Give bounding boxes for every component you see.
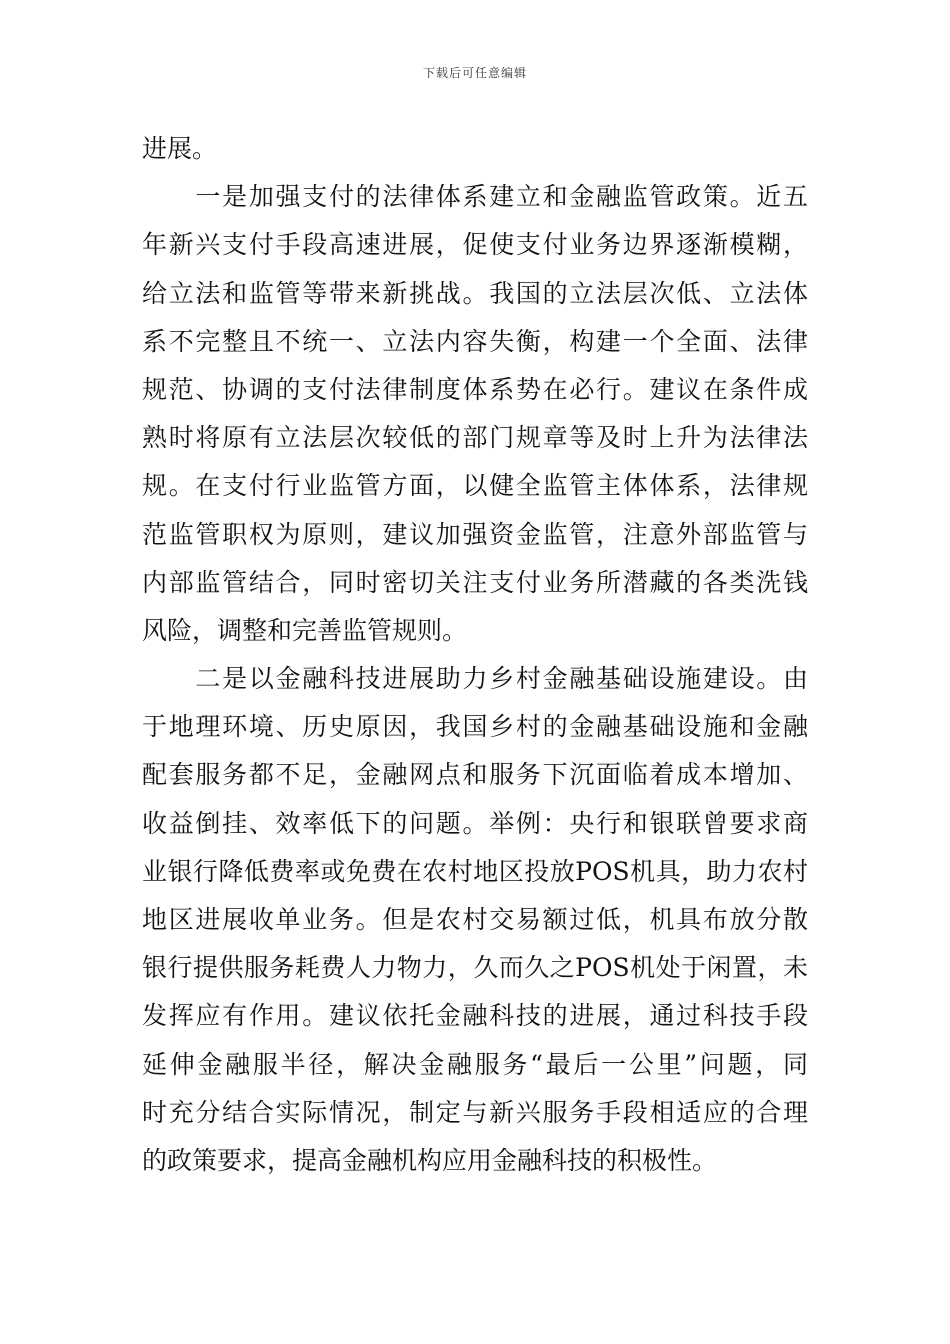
text-line: 范监管职权为原则，建议加强资金监管，注意外部监管与 [142, 519, 808, 549]
text-line: 给立法和监管等带来新挑战。我国的立法层次低、立法体 [142, 278, 808, 308]
text-line: 进展。 [142, 134, 218, 163]
text-line: 二是以金融科技进展助力乡村金融基础设施建设。由 [142, 664, 808, 694]
text-line: 年新兴支付手段高速进展，促使支付业务边界逐渐模糊， [142, 230, 808, 260]
text-line: 的政策要求，提高金融机构应用金融科技的积极性。 [142, 1145, 718, 1175]
text-line: 风险，调整和完善监管规则。 [142, 615, 468, 645]
text-line: 银行提供服务耗费人力物力，久而久之POS机处于闲置，未 [142, 953, 808, 983]
text-line: 一是加强支付的法律体系建立和金融监管政策。近五 [142, 182, 808, 212]
text-line: 收益倒挂、效率低下的问题。举例：央行和银联曾要求商 [142, 808, 808, 838]
text-line: 业银行降低费率或免费在农村地区投放POS机具，助力农村 [142, 856, 808, 886]
text-line: 延伸金融服半径，解决金融服务“最后一公里”问题，同 [142, 1049, 808, 1079]
text-line: 系不完整且不统一、立法内容失衡，构建一个全面、法律 [142, 326, 808, 356]
text-line: 配套服务都不足，金融网点和服务下沉面临着成本增加、 [142, 760, 808, 790]
text-line: 地区进展收单业务。但是农村交易额过低，机具布放分散 [142, 905, 808, 934]
page-header: 下载后可任意编辑 [422, 66, 527, 80]
body-text [142, 125, 808, 1185]
text-line: 规。在支付行业监管方面，以健全监管主体体系，法律规 [142, 471, 808, 501]
text-line: 于地理环境、历史原因，我国乡村的金融基础设施和金融 [142, 712, 808, 742]
text-line: 熟时将原有立法层次较低的部门规章等及时上升为法律法 [142, 423, 808, 453]
text-line: 发挥应有作用。建议依托金融科技的进展，通过科技手段 [142, 1001, 808, 1031]
text-line: 规范、协调的支付法律制度体系势在必行。建议在条件成 [142, 374, 808, 404]
text-line: 内部监管结合，同时密切关注支付业务所潜藏的各类洗钱 [142, 567, 808, 597]
text-line: 时充分结合实际情况，制定与新兴服务手段相适应的合理 [142, 1097, 808, 1127]
